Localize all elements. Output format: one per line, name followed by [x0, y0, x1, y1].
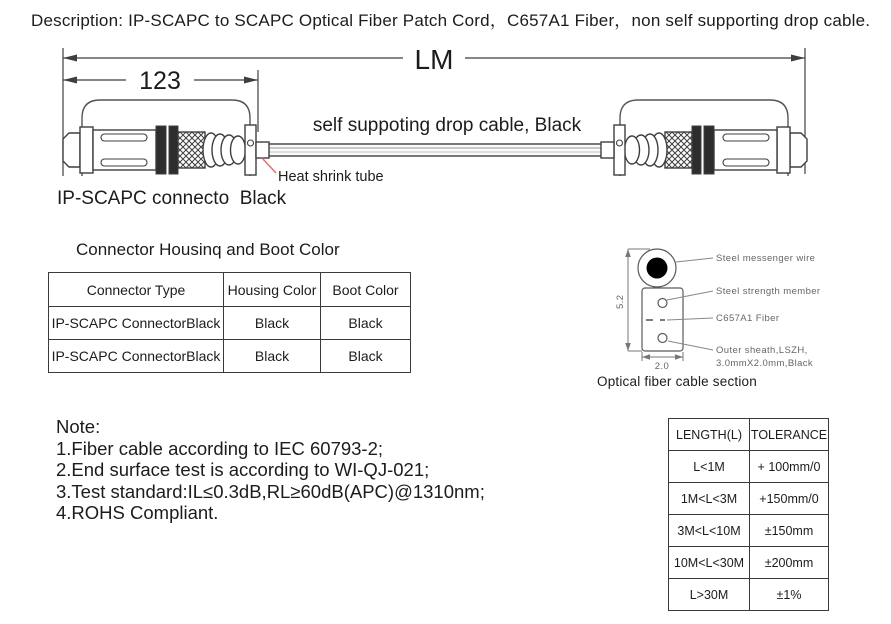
section-labels [716, 253, 821, 369]
cell-length: L<1M [669, 451, 750, 483]
label-steel-messenger-wire: Steel messenger wire [716, 253, 816, 264]
arrowhead-right-icon [675, 354, 683, 359]
section-height-label: 5.2 [615, 294, 626, 309]
cell-tolerance: ±1% [750, 579, 829, 611]
header-housing-color: Housing Color [224, 273, 321, 307]
cell-tolerance: +150mm/0 [750, 483, 829, 515]
cell-length: 1M<L<3M [669, 483, 750, 515]
note-item: 4.ROHS Compliant. [56, 502, 219, 523]
arrowhead-right-icon [244, 77, 258, 84]
table-row [669, 547, 829, 579]
table-row [49, 307, 411, 340]
heat-shrink-label: Heat shrink tube [278, 169, 384, 185]
strength-member-top [658, 299, 667, 308]
strength-member-bottom [658, 334, 667, 343]
dimension-lm-label: LM [414, 44, 454, 75]
arrowhead-up-icon [625, 249, 631, 257]
note-item: 2.End surface test is according to WI-QJ-021; [56, 459, 430, 480]
section-width-dimension [642, 352, 683, 361]
cell-length: 3M<L<10M [669, 515, 750, 547]
left-connector [63, 100, 269, 176]
table-header-row [49, 273, 411, 307]
header-length: LENGTH(L) [669, 419, 750, 451]
notes-title: Note: [56, 416, 101, 437]
cell-tolerance: + 100mm/0 [750, 451, 829, 483]
header-boot-color: Boot Color [321, 273, 411, 307]
cell-length: 10M<L<30M [669, 547, 750, 579]
steel-messenger-wire [647, 258, 668, 279]
section-width-label: 2.0 [654, 361, 670, 372]
arrowhead-down-icon [625, 343, 631, 351]
connector-label: IP-SCAPC connecto Black [57, 188, 287, 209]
cell-connector-type: IP-SCAPC ConnectorBlack [49, 307, 224, 340]
label-outer-sheath-line2: 3.0mmX2.0mm,Black [716, 358, 814, 369]
right-connector [601, 100, 807, 176]
arrowhead-left-icon [63, 55, 77, 62]
cell-length: L>30M [669, 579, 750, 611]
cell-tolerance: ±150mm [750, 515, 829, 547]
housing-color-table [48, 272, 411, 373]
arrowhead-left-icon [642, 354, 650, 359]
cable-cross-section-shapes [638, 249, 683, 351]
drop-cable [268, 144, 602, 156]
table-header-row [669, 419, 829, 451]
label-outer-sheath-line1: Outer sheath,LSZH, [716, 345, 808, 356]
length-tolerance-table [668, 418, 829, 611]
section-height-dimension [625, 249, 650, 351]
cell-boot-color: Black [321, 307, 411, 340]
dimension-connector-length [63, 66, 258, 95]
cable-section-drawing [588, 233, 891, 375]
label-steel-strength-member: Steel strength member [716, 286, 821, 297]
header-tolerance: TOLERANCE [750, 419, 829, 451]
label-fiber: C657A1 Fiber [716, 313, 780, 324]
patch-cord-drawing [0, 30, 891, 225]
dimension-123-label: 123 [139, 67, 181, 95]
cable-label: self suppoting drop cable, Black [312, 115, 582, 136]
section-leader-lines [667, 258, 713, 350]
table-row [669, 451, 829, 483]
arrowhead-right-icon [791, 55, 805, 62]
cell-housing-color: Black [224, 307, 321, 340]
description-text: Description: IP-SCAPC to SCAPC Optical Fiber Patch Cord，C657A1 Fiber，non self supporting drop cable. [31, 11, 871, 30]
cell-tolerance: ±200mm [750, 547, 829, 579]
table-row [49, 340, 411, 373]
cell-connector-type: IP-SCAPC ConnectorBlack [49, 340, 224, 373]
header-connector-type: Connector Type [49, 273, 224, 307]
arrowhead-left-icon [63, 77, 77, 84]
cell-housing-color: Black [224, 340, 321, 373]
notes-block [56, 416, 485, 524]
note-item: 1.Fiber cable according to IEC 60793-2; [56, 437, 384, 459]
note-item: 3.Test standard:IL≤0.3dB,RL≥60dB(APC)@1310nm; [56, 480, 485, 502]
heat-shrink-leader-line [262, 158, 276, 173]
table-row [669, 483, 829, 515]
table-row [669, 579, 829, 611]
section-caption: Optical fiber cable section [597, 374, 757, 389]
table-row [669, 515, 829, 547]
cell-boot-color: Black [321, 340, 411, 373]
housing-table-title: Connector Housinq and Boot Color [76, 240, 340, 259]
